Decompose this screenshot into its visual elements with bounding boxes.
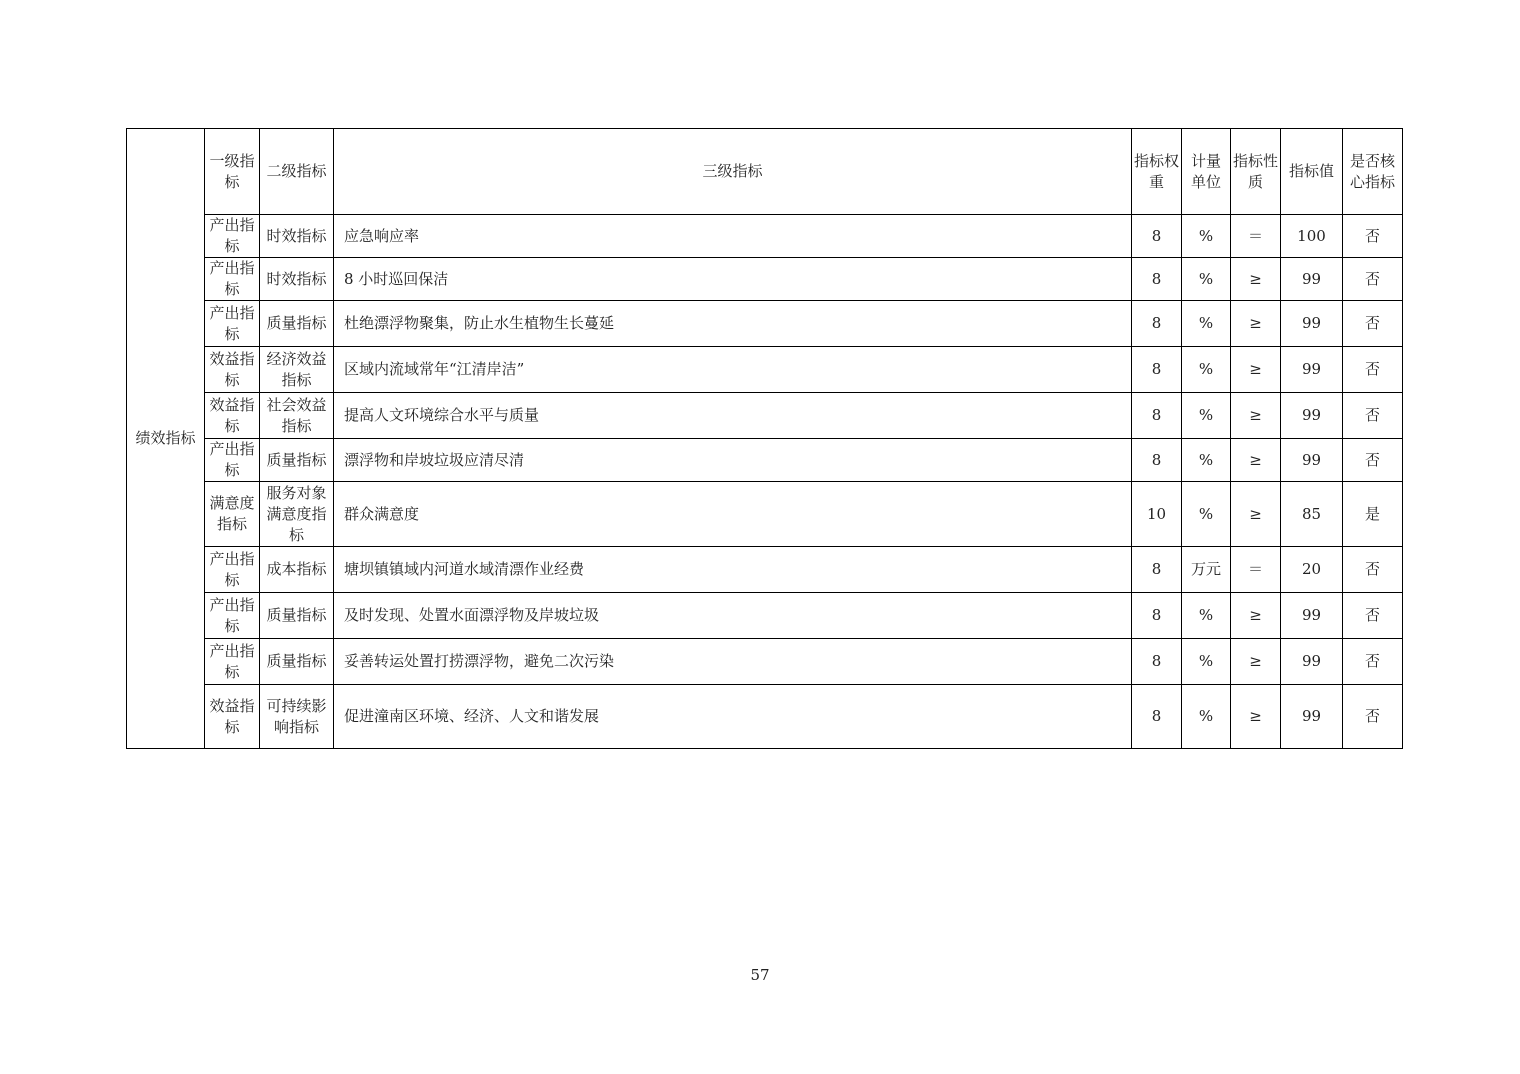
cell-value: 85 — [1281, 482, 1343, 547]
cell-level1: 产出指标 — [205, 439, 260, 482]
cell-level2: 时效指标 — [260, 258, 334, 301]
table-row — [127, 393, 1403, 439]
cell-nature: ≥ — [1231, 685, 1281, 749]
cell-nature: ＝ — [1231, 215, 1281, 258]
cell-level2: 经济效益指标 — [260, 347, 334, 393]
cell-weight: 8 — [1132, 347, 1182, 393]
cell-unit: % — [1182, 215, 1231, 258]
cell-weight: 8 — [1132, 258, 1182, 301]
header-weight: 指标权重 — [1132, 129, 1182, 215]
cell-weight: 8 — [1132, 593, 1182, 639]
header-level2: 二级指标 — [260, 129, 334, 215]
cell-unit: % — [1182, 482, 1231, 547]
cell-level2: 服务对象满意度指标 — [260, 482, 334, 547]
cell-core: 否 — [1343, 639, 1403, 685]
section-label: 绩效指标 — [127, 129, 205, 749]
cell-level3: 应急响应率 — [334, 215, 1132, 258]
cell-level3: 群众满意度 — [334, 482, 1132, 547]
cell-nature: ≥ — [1231, 482, 1281, 547]
cell-value: 20 — [1281, 547, 1343, 593]
cell-level1: 产出指标 — [205, 639, 260, 685]
header-nature: 指标性质 — [1231, 129, 1281, 215]
cell-level1: 效益指标 — [205, 393, 260, 439]
cell-core: 否 — [1343, 685, 1403, 749]
cell-weight: 10 — [1132, 482, 1182, 547]
table-row — [127, 482, 1403, 547]
cell-core: 是 — [1343, 482, 1403, 547]
cell-value: 99 — [1281, 258, 1343, 301]
cell-nature: ＝ — [1231, 547, 1281, 593]
cell-core: 否 — [1343, 547, 1403, 593]
cell-unit: 万元 — [1182, 547, 1231, 593]
cell-core: 否 — [1343, 593, 1403, 639]
cell-nature: ≥ — [1231, 639, 1281, 685]
cell-value: 99 — [1281, 439, 1343, 482]
cell-level3: 区域内流域常年“江清岸洁” — [334, 347, 1132, 393]
cell-nature: ≥ — [1231, 393, 1281, 439]
cell-core: 否 — [1343, 393, 1403, 439]
cell-level3: 漂浮物和岸坡垃圾应清尽清 — [334, 439, 1132, 482]
table-row — [127, 215, 1403, 258]
cell-core: 否 — [1343, 258, 1403, 301]
cell-nature: ≥ — [1231, 258, 1281, 301]
table-row — [127, 258, 1403, 301]
cell-level1: 产出指标 — [205, 215, 260, 258]
cell-value: 99 — [1281, 393, 1343, 439]
cell-unit: % — [1182, 685, 1231, 749]
table-row — [127, 593, 1403, 639]
cell-value: 99 — [1281, 639, 1343, 685]
table-row — [127, 639, 1403, 685]
header-row — [127, 129, 1403, 215]
cell-level2: 质量指标 — [260, 439, 334, 482]
table-row — [127, 301, 1403, 347]
cell-value: 99 — [1281, 593, 1343, 639]
cell-core: 否 — [1343, 301, 1403, 347]
cell-unit: % — [1182, 439, 1231, 482]
cell-core: 否 — [1343, 347, 1403, 393]
cell-level1: 满意度指标 — [205, 482, 260, 547]
cell-unit: % — [1182, 347, 1231, 393]
cell-nature: ≥ — [1231, 301, 1281, 347]
cell-level3: 塘坝镇镇域内河道水域清漂作业经费 — [334, 547, 1132, 593]
table-row — [127, 439, 1403, 482]
cell-value: 99 — [1281, 685, 1343, 749]
cell-unit: % — [1182, 301, 1231, 347]
header-level1: 一级指标 — [205, 129, 260, 215]
cell-level3: 杜绝漂浮物聚集，防止水生植物生长蔓延 — [334, 301, 1132, 347]
table-row — [127, 685, 1403, 749]
cell-unit: % — [1182, 593, 1231, 639]
header-unit: 计量单位 — [1182, 129, 1231, 215]
performance-indicator-table — [126, 128, 1403, 749]
cell-level1: 效益指标 — [205, 347, 260, 393]
cell-value: 99 — [1281, 347, 1343, 393]
cell-level2: 质量指标 — [260, 639, 334, 685]
cell-weight: 8 — [1132, 685, 1182, 749]
cell-level3: 提高人文环境综合水平与质量 — [334, 393, 1132, 439]
cell-value: 99 — [1281, 301, 1343, 347]
cell-level3: 妥善转运处置打捞漂浮物，避免二次污染 — [334, 639, 1132, 685]
cell-weight: 8 — [1132, 547, 1182, 593]
cell-weight: 8 — [1132, 393, 1182, 439]
cell-level1: 产出指标 — [205, 301, 260, 347]
table-row — [127, 347, 1403, 393]
cell-level3: 8 小时巡回保洁 — [334, 258, 1132, 301]
cell-weight: 8 — [1132, 639, 1182, 685]
cell-level3: 促进潼南区环境、经济、人文和谐发展 — [334, 685, 1132, 749]
cell-weight: 8 — [1132, 301, 1182, 347]
cell-level1: 效益指标 — [205, 685, 260, 749]
cell-unit: % — [1182, 393, 1231, 439]
cell-weight: 8 — [1132, 439, 1182, 482]
cell-level1: 产出指标 — [205, 547, 260, 593]
table-row — [127, 547, 1403, 593]
cell-level2: 社会效益指标 — [260, 393, 334, 439]
cell-value: 100 — [1281, 215, 1343, 258]
cell-level1: 产出指标 — [205, 258, 260, 301]
cell-level2: 时效指标 — [260, 215, 334, 258]
cell-unit: % — [1182, 258, 1231, 301]
header-value: 指标值 — [1281, 129, 1343, 215]
cell-level2: 质量指标 — [260, 593, 334, 639]
cell-core: 否 — [1343, 215, 1403, 258]
cell-level2: 可持续影响指标 — [260, 685, 334, 749]
cell-level2: 成本指标 — [260, 547, 334, 593]
cell-core: 否 — [1343, 439, 1403, 482]
cell-level2: 质量指标 — [260, 301, 334, 347]
page-number: 57 — [750, 966, 770, 984]
header-level3: 三级指标 — [334, 129, 1132, 215]
cell-nature: ≥ — [1231, 347, 1281, 393]
cell-nature: ≥ — [1231, 439, 1281, 482]
cell-level3: 及时发现、处置水面漂浮物及岸坡垃圾 — [334, 593, 1132, 639]
cell-level1: 产出指标 — [205, 593, 260, 639]
cell-unit: % — [1182, 639, 1231, 685]
cell-nature: ≥ — [1231, 593, 1281, 639]
cell-weight: 8 — [1132, 215, 1182, 258]
header-core: 是否核心指标 — [1343, 129, 1403, 215]
